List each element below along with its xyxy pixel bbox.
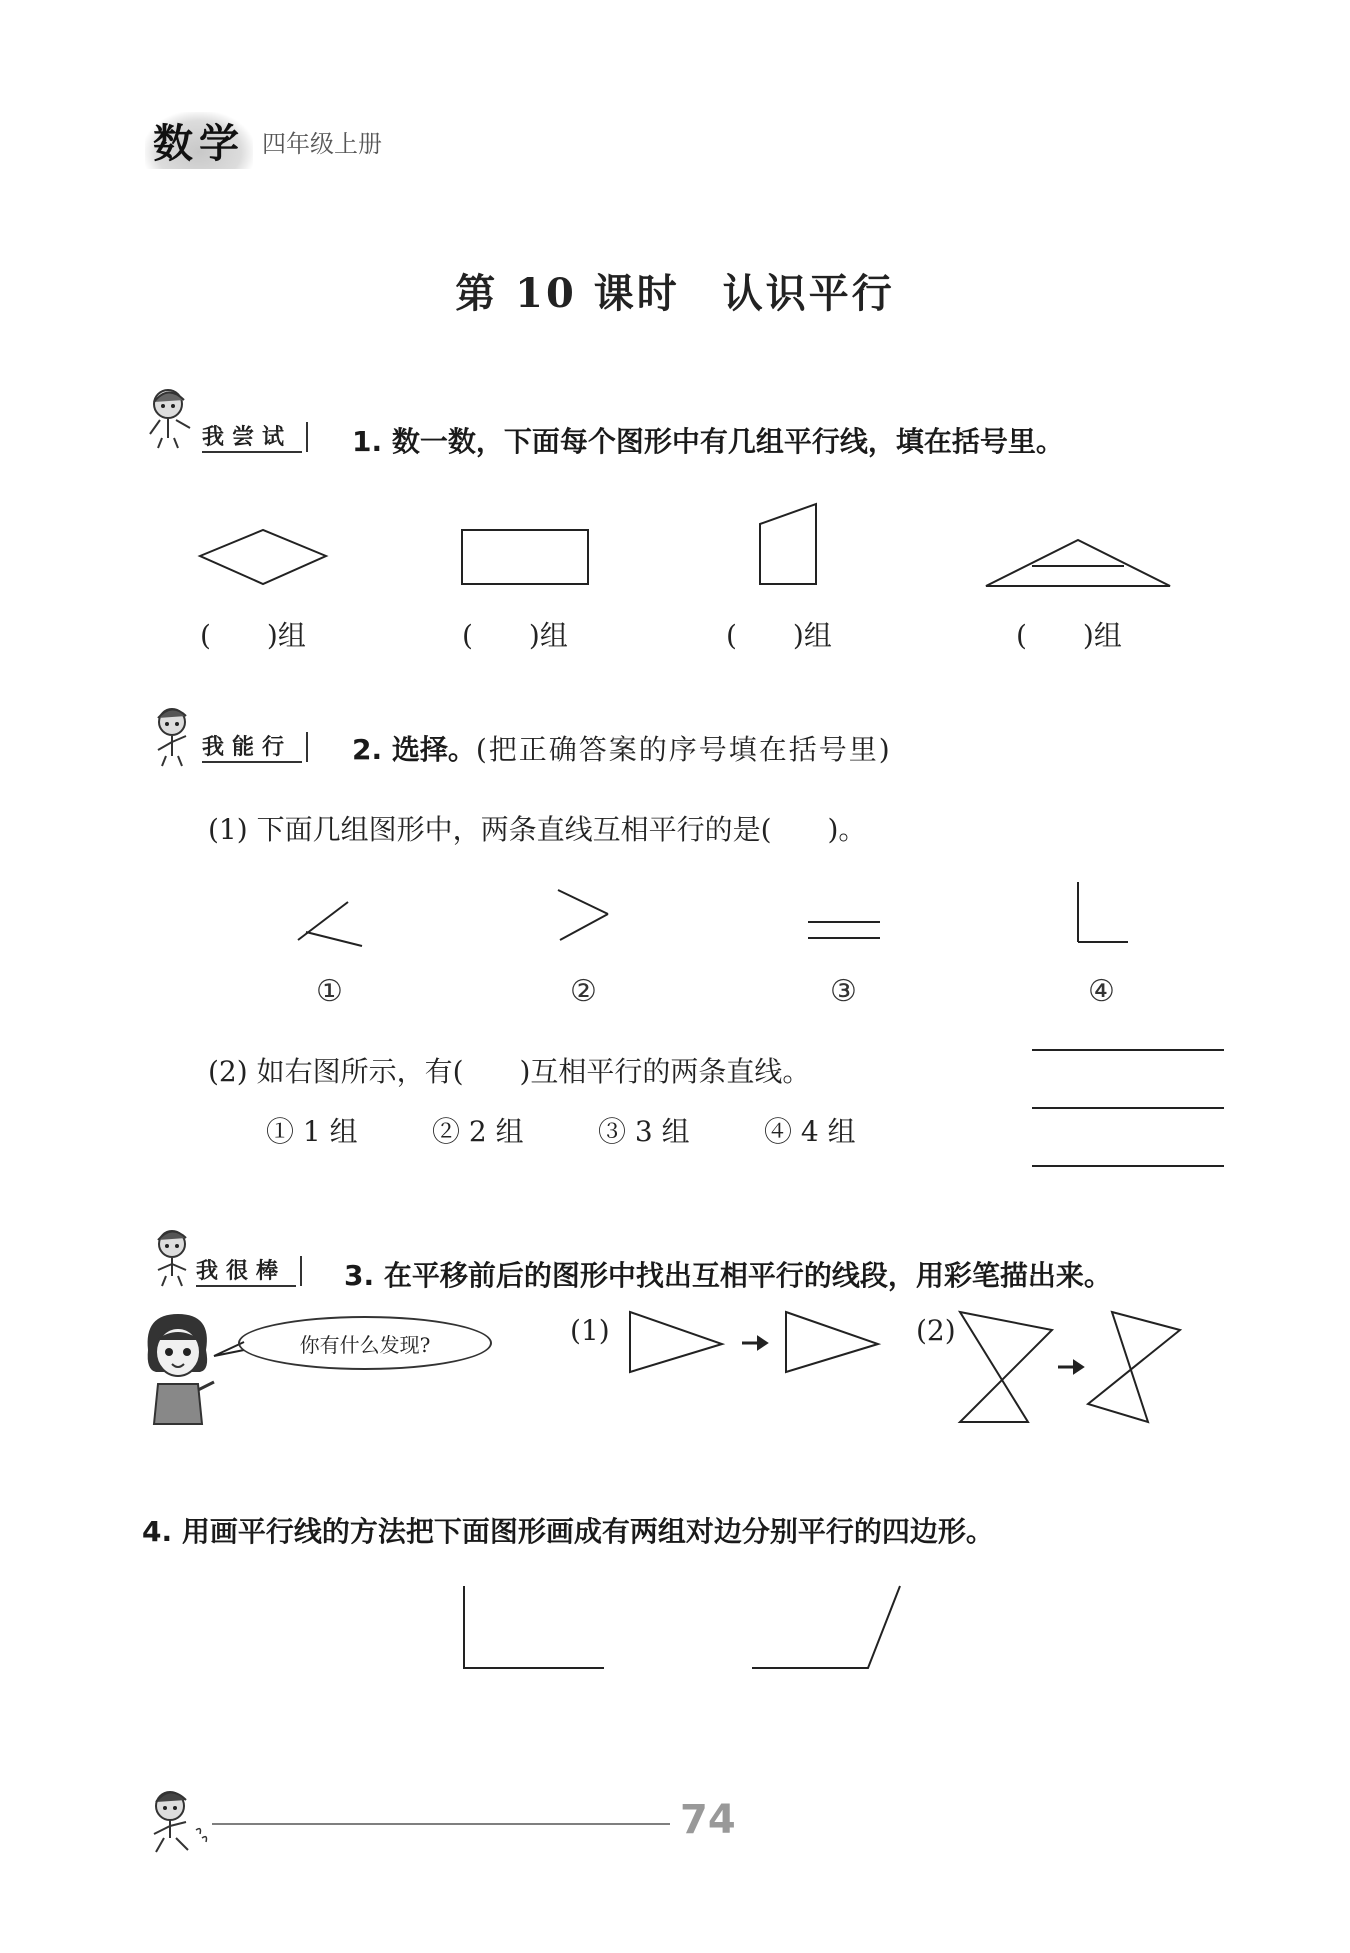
shape-trapezoid <box>758 502 820 586</box>
footer-rule <box>212 1822 672 1826</box>
shape-triangle-with-line <box>984 538 1174 588</box>
question-1: 1. 数一数，下面每个图形中有几组平行线，填在括号里。 <box>352 425 1064 458</box>
page-number: 74 <box>680 1797 736 1843</box>
shape-rhombus <box>198 528 328 586</box>
girl-character-icon <box>140 1310 216 1434</box>
option-3-label[interactable]: ③ <box>830 974 857 1009</box>
three-parallel-lines-figure <box>1030 1046 1226 1170</box>
incomplete-shape-slanted <box>750 1584 902 1670</box>
arrow-right-icon-2 <box>1056 1360 1084 1374</box>
question-2-sub2: (2) 如右图所示，有( )互相平行的两条直线。 <box>208 1055 811 1088</box>
answer-blank-1[interactable]: ( )组 <box>200 619 306 652</box>
header-grade: 四年级上册 <box>262 130 382 158</box>
question-2: 2. 选择。 <box>352 733 476 766</box>
figure-1-label: (1) <box>570 1314 610 1347</box>
question-2-sub1: (1) 下面几组图形中，两条直线互相平行的是( )。 <box>208 813 867 846</box>
triangle-after-translation <box>784 1310 880 1374</box>
option-1-label[interactable]: ① <box>316 974 343 1009</box>
arrow-right-icon <box>740 1336 768 1350</box>
mascot-boy-icon <box>146 704 202 768</box>
mascot-kid-icon <box>148 1226 200 1288</box>
triangle-before-translation <box>628 1310 724 1374</box>
section-tag-try: 我尝试 <box>202 420 302 453</box>
speech-bubble: 你有什么发现? <box>238 1316 492 1370</box>
hourglass-before-translation <box>958 1310 1054 1424</box>
question-4: 4. 用画平行线的方法把下面图形画成有两组对边分别平行的四边形。 <box>142 1515 994 1548</box>
question-2-line <box>352 728 892 768</box>
option-2-label[interactable]: ② <box>570 974 597 1009</box>
answer-blank-2[interactable]: ( )组 <box>462 619 568 652</box>
option-4-label[interactable]: ④ <box>1088 974 1115 1009</box>
option-4-perpendicular-lines <box>1076 880 1130 946</box>
sub2-option-1[interactable]: ① 1 组 <box>266 1115 358 1148</box>
section-tag-can-do: 我能行 <box>202 730 302 763</box>
footer-mascot-icon <box>140 1786 212 1856</box>
hourglass-after-translation <box>1086 1310 1182 1424</box>
answer-blank-3[interactable]: ( )组 <box>726 619 832 652</box>
answer-blank-4[interactable]: ( )组 <box>1016 619 1122 652</box>
question-2-note: (把正确答案的序号填在括号里) <box>475 733 892 766</box>
option-1-intersecting-lines <box>296 900 366 948</box>
sub2-option-4[interactable]: ④ 4 组 <box>764 1115 856 1148</box>
sub2-option-2[interactable]: ② 2 组 <box>432 1115 524 1148</box>
question-3: 3. 在平移前后的图形中找出互相平行的线段，用彩笔描出来。 <box>344 1259 1112 1292</box>
header-subject: 数学 <box>145 112 253 169</box>
mascot-girl-icon <box>140 384 202 450</box>
option-3-parallel-lines <box>806 918 882 942</box>
shape-rectangle <box>460 528 590 586</box>
page-title: 第 10 课时 认识平行 <box>455 270 895 317</box>
option-2-angle-lines <box>556 888 612 944</box>
incomplete-shape-right-angle <box>462 1584 606 1670</box>
section-tag-great: 我很棒 <box>196 1254 296 1287</box>
figure-2-label: (2) <box>916 1314 956 1347</box>
sub2-option-3[interactable]: ③ 3 组 <box>598 1115 690 1148</box>
